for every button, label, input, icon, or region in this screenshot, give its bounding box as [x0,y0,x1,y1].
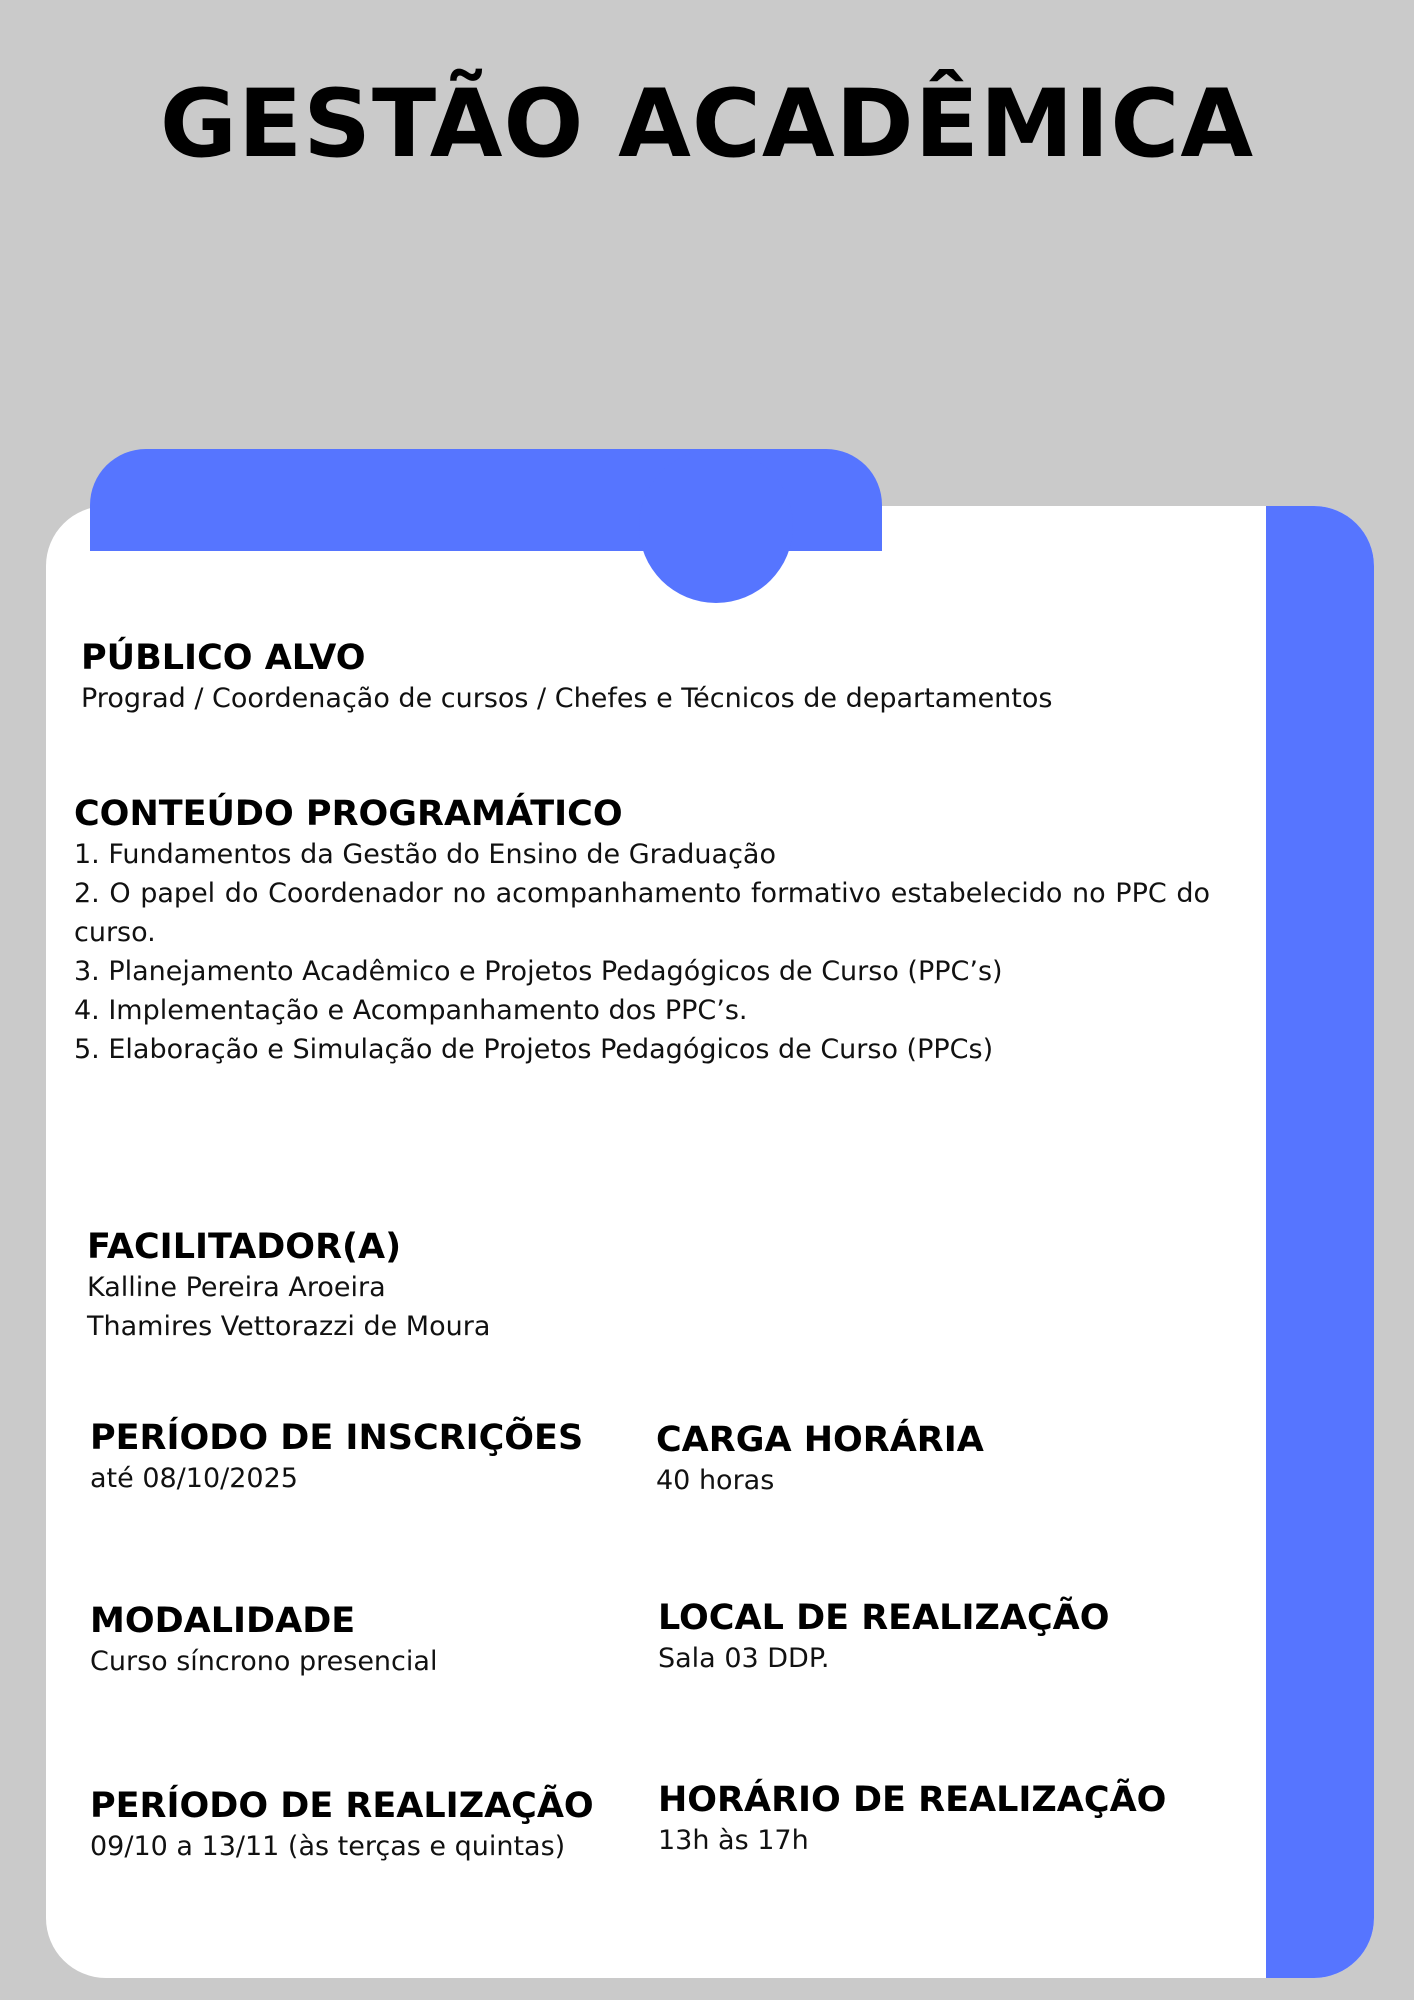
facilitador-heading: FACILITADOR(A) [87,1227,402,1267]
conteudo-heading: CONTEÚDO PROGRAMÁTICO [74,794,623,834]
section-local-realizacao [658,1597,1218,1678]
periodo-realizacao-heading: PERÍODO DE REALIZAÇÃO [90,1786,594,1826]
section-conteudo-programatico [74,793,1210,1069]
conteudo-item: 3. Planejamento Acadêmico e Projetos Pedagógicos de Curso (PPC’s) [74,956,1003,987]
section-horario-realizacao [658,1779,1218,1860]
section-modalidade [90,1600,650,1681]
accent-side-bar [1266,506,1374,1978]
horario-text: 13h às 17h [658,1825,809,1856]
accent-tab-knob [639,449,793,603]
local-text: Sala 03 DDP. [658,1643,830,1674]
modalidade-heading: MODALIDADE [90,1601,356,1641]
facilitador-name: Thamires Vettorazzi de Moura [87,1311,491,1342]
modalidade-text: Curso síncrono presencial [90,1646,438,1677]
section-facilitador [87,1226,787,1346]
facilitador-name: Kalline Pereira Aroeira [87,1272,386,1303]
inscricoes-heading: PERÍODO DE INSCRIÇÕES [90,1418,584,1458]
inscricoes-text: até 08/10/2025 [90,1463,298,1494]
section-carga-horaria [656,1419,1216,1500]
page-title: GESTÃO ACADÊMICA [159,70,1255,179]
conteudo-item: 2. O papel do Coordenador no acompanhamento formativo estabelecido no PPC do curso. [74,878,1210,948]
section-publico-alvo [81,637,1231,718]
conteudo-list [74,835,1210,1069]
carga-text: 40 horas [656,1465,775,1496]
conteudo-item: 1. Fundamentos da Gestão do Ensino de Graduação [74,839,776,870]
section-periodo-inscricoes [90,1417,650,1498]
conteudo-item: 4. Implementação e Acompanhamento dos PPC’s. [74,995,748,1026]
publico-alvo-text: Prograd / Coordenação de cursos / Chefes e Técnicos de departamentos [81,683,1053,714]
local-heading: LOCAL DE REALIZAÇÃO [658,1598,1110,1638]
conteudo-item: 5. Elaboração e Simulação de Projetos Pedagógicos de Curso (PPCs) [74,1034,994,1065]
horario-heading: HORÁRIO DE REALIZAÇÃO [658,1780,1167,1820]
periodo-realizacao-text: 09/10 a 13/11 (às terças e quintas) [90,1831,566,1862]
publico-alvo-heading: PÚBLICO ALVO [81,638,366,678]
section-periodo-realizacao [90,1785,650,1866]
carga-heading: CARGA HORÁRIA [656,1420,984,1460]
